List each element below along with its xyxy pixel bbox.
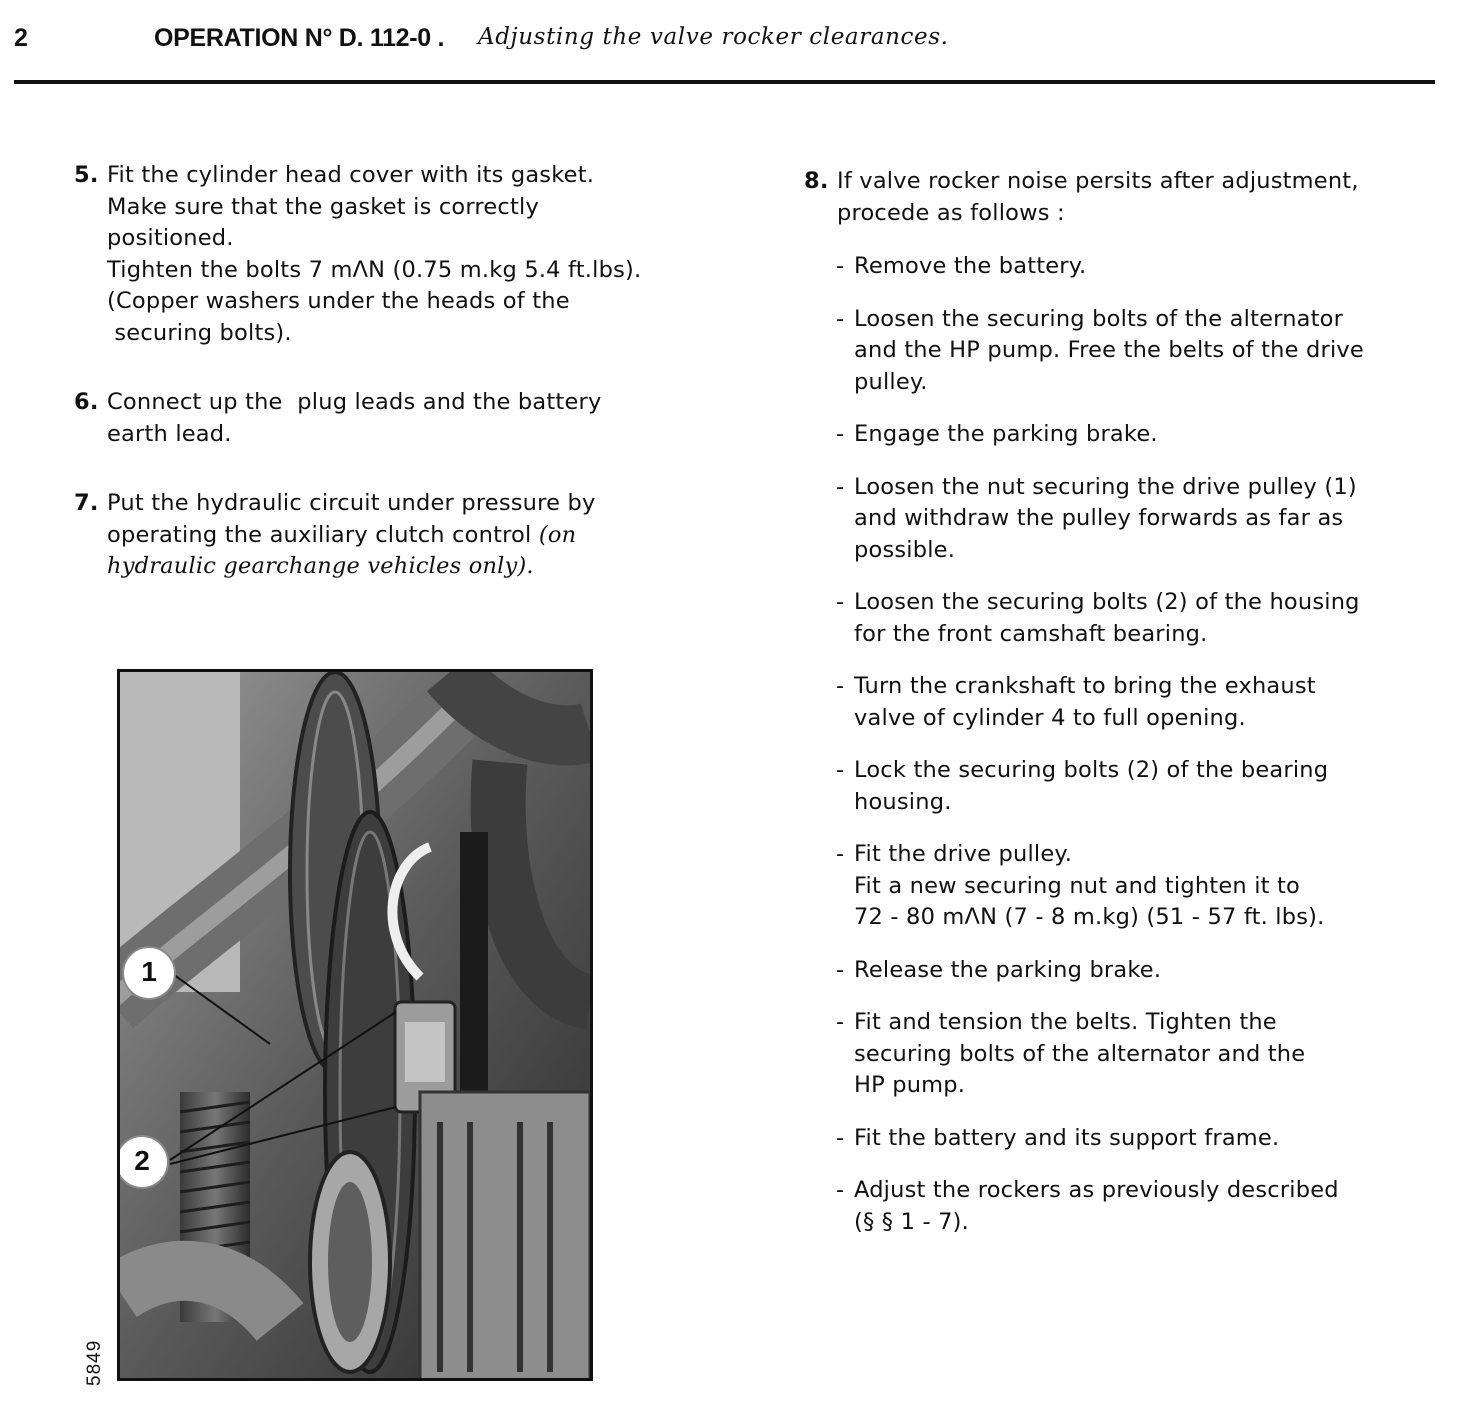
step-8 — [804, 166, 1444, 229]
list-item-line: Release the parking brake. — [854, 956, 1162, 983]
list-dash: - — [836, 473, 845, 500]
list-dash: - — [836, 589, 845, 615]
step-line: (Copper washers under the heads of the — [107, 288, 570, 314]
list-item-line: Fit the battery and its support frame. — [854, 1124, 1280, 1151]
list-item-line: Fit the drive pulley. — [854, 841, 1073, 867]
step-7 — [74, 488, 714, 583]
list-item-line: securing bolts of the alternator and the — [854, 1040, 1306, 1067]
step-line: Put the hydraulic circuit under pressure by — [107, 490, 596, 516]
left-column — [74, 160, 714, 621]
list-dash: - — [836, 673, 845, 699]
list-dash: - — [836, 956, 845, 983]
step-line: procede as follows : — [837, 199, 1065, 226]
list-item-line: housing. — [854, 788, 952, 815]
list-dash: - — [836, 1124, 845, 1151]
list-item — [836, 304, 1444, 399]
engine-photo — [117, 669, 593, 1381]
list-item-line: Loosen the securing bolts (2) of the housing — [854, 589, 1360, 615]
list-item-line: and the HP pump. Free the belts of the drive — [854, 337, 1364, 363]
step-line-text: operating the auxiliary clutch control — [107, 521, 532, 548]
list-item — [836, 472, 1444, 567]
list-item-line: pulley. — [854, 368, 928, 395]
list-dash: - — [836, 757, 845, 783]
list-item-line: for the front camshaft bearing. — [854, 620, 1208, 647]
list-item — [836, 1123, 1444, 1155]
list-item-line: Lock the securing bolts (2) of the bearing — [854, 757, 1329, 783]
right-column — [804, 166, 1444, 1259]
step-line: Connect up the plug leads and the battery — [107, 389, 602, 415]
list-dash: - — [836, 841, 845, 867]
list-item — [836, 587, 1444, 650]
page-header — [0, 0, 1473, 90]
step-line: Make sure that the gasket is correctly — [107, 193, 539, 220]
step-5 — [74, 160, 714, 349]
list-item-line: (§ § 1 - 7). — [854, 1208, 969, 1235]
operation-subtitle: Adjusting the valve rocker clearances. — [478, 24, 949, 50]
list-item-line: and withdraw the pulley forwards as far as — [854, 505, 1344, 531]
list-dash: - — [836, 305, 845, 332]
step-number: 7. — [74, 490, 99, 516]
callout-2: 2 — [117, 1135, 169, 1189]
engine-photo-illustration — [120, 672, 590, 1378]
step-6 — [74, 387, 714, 450]
callout-1: 1 — [122, 946, 176, 1000]
step-line: Fit the cylinder head cover with its gasket. — [107, 162, 595, 188]
step-italic-text: (on — [538, 521, 577, 548]
list-item-line: Fit a new securing nut and tighten it to — [854, 872, 1301, 899]
step-line: If valve rocker noise persits after adjustment, — [837, 168, 1359, 194]
list-item-line: possible. — [854, 536, 956, 563]
list-item — [836, 419, 1444, 451]
list-item — [836, 955, 1444, 987]
list-dash: - — [836, 253, 845, 279]
list-item — [836, 251, 1444, 283]
list-item-line: Fit and tension the belts. Tighten the — [854, 1009, 1277, 1035]
page-number: 2 — [14, 24, 28, 52]
operation-title: OPERATION N° D. 112-0 . — [154, 24, 445, 52]
list-item-line: Loosen the nut securing the drive pulley (1) — [854, 473, 1357, 500]
step-line — [107, 520, 714, 552]
step-line: positioned. — [107, 225, 234, 251]
list-dash: - — [836, 1177, 845, 1203]
list-dash: - — [836, 1009, 845, 1035]
list-item — [836, 839, 1444, 934]
list-item-line: HP pump. — [854, 1072, 966, 1098]
list-item-line: 72 - 80 mΛN (7 - 8 m.kg) (51 - 57 ft. lbs). — [854, 904, 1325, 930]
list-item-line: Adjust the rockers as previously described — [854, 1177, 1339, 1203]
procedure-list — [804, 251, 1444, 1238]
step-line: Tighten the bolts 7 mΛN (0.75 m.kg 5.4 ft.lbs). — [107, 256, 642, 283]
list-item — [836, 1175, 1444, 1238]
list-item-line: Loosen the securing bolts of the alternator — [854, 305, 1344, 332]
list-item — [836, 1007, 1444, 1102]
list-item-line: valve of cylinder 4 to full opening. — [854, 704, 1246, 731]
figure-code: 5849 — [84, 1339, 105, 1386]
header-rule — [14, 80, 1435, 84]
step-number: 6. — [74, 389, 99, 415]
step-line: earth lead. — [107, 420, 232, 447]
list-item — [836, 755, 1444, 818]
list-item — [836, 671, 1444, 734]
step-italic-line: hydraulic gearchange vehicles only). — [107, 553, 534, 579]
list-item-line: Engage the parking brake. — [854, 421, 1158, 447]
list-dash: - — [836, 421, 845, 447]
list-item-line: Turn the crankshaft to bring the exhaust — [854, 673, 1316, 699]
list-item-line: Remove the battery. — [854, 253, 1087, 279]
step-number: 8. — [804, 168, 829, 194]
step-number: 5. — [74, 162, 99, 188]
step-line: securing bolts). — [107, 319, 292, 346]
